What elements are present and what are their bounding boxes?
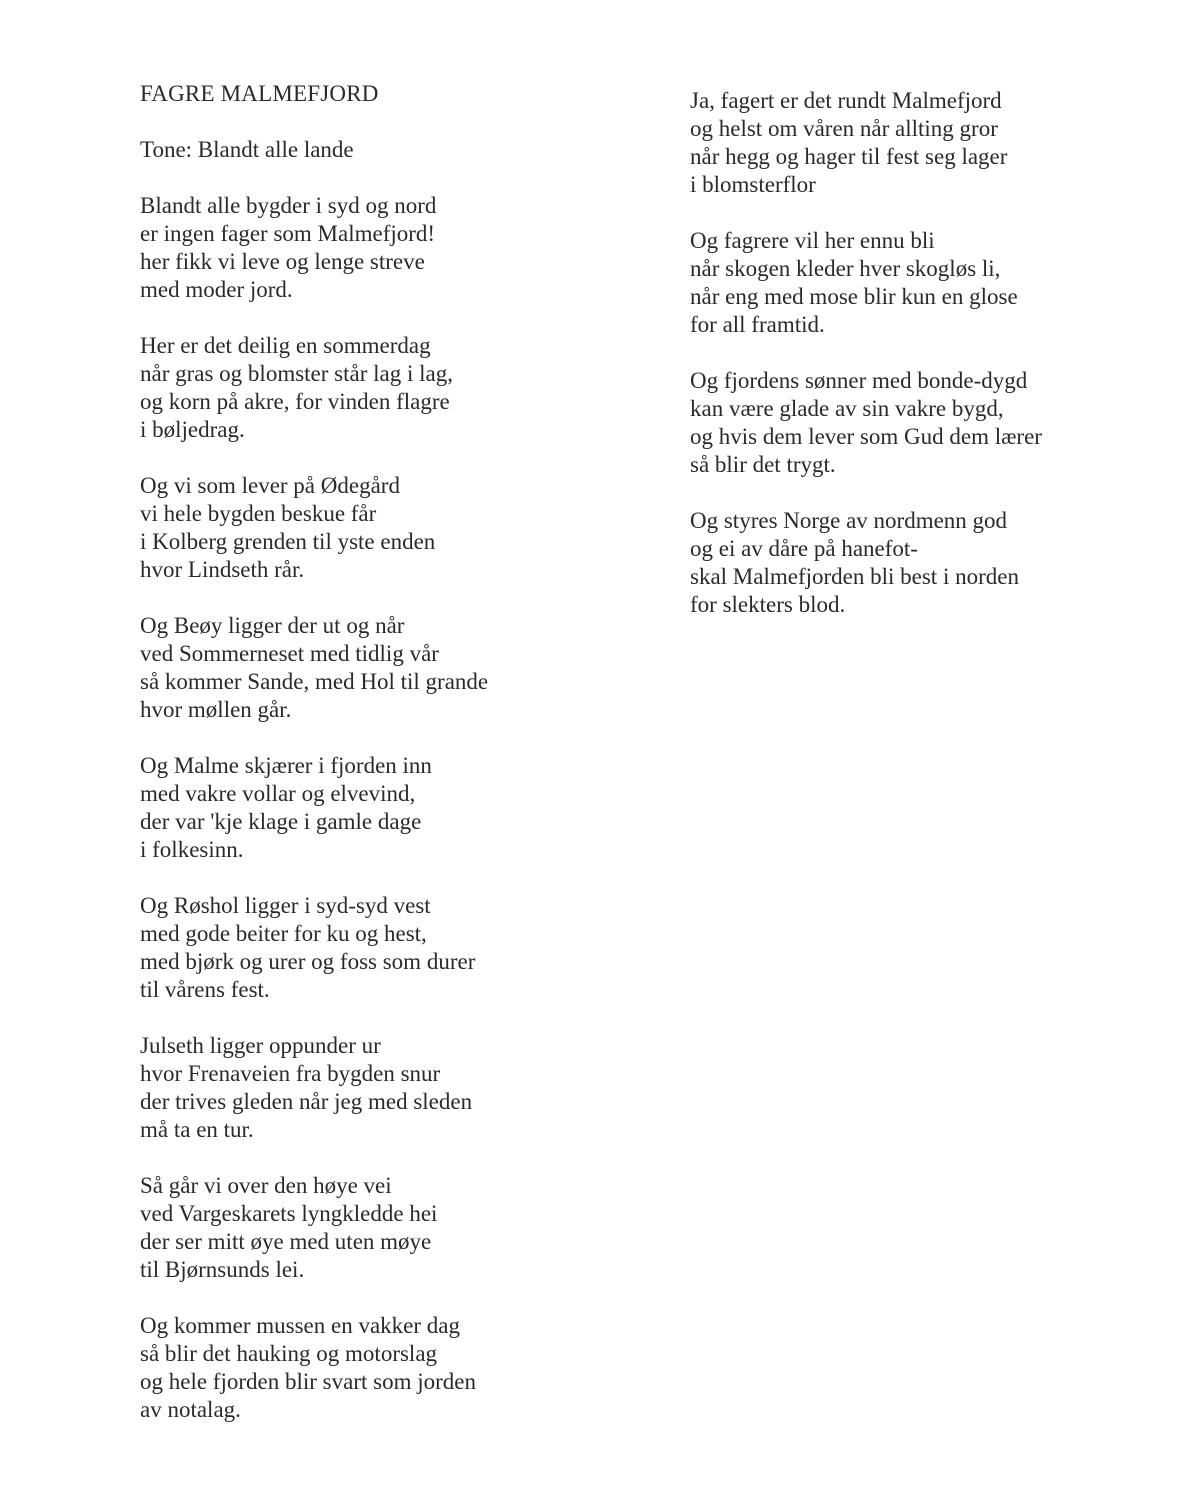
stanza — [690, 227, 1170, 339]
left-stanzas — [140, 192, 640, 1424]
verse-line: Og Malme skjærer i fjorden inn — [140, 753, 432, 778]
verse-line: er ingen fager som Malmefjord! — [140, 221, 436, 246]
verse-line: med vakre vollar og elvevind, — [140, 781, 416, 806]
stanza — [140, 892, 640, 1004]
verse-line: ved Sommerneset med tidlig vår — [140, 641, 439, 666]
verse-line: så kommer Sande, med Hol til grande — [140, 669, 489, 694]
verse-line: Her er det deilig en sommerdag — [140, 333, 431, 358]
verse-line: av notalag. — [140, 1397, 241, 1422]
verse-line: når gras og blomster står lag i lag, — [140, 361, 453, 386]
left-column — [140, 80, 640, 1452]
verse-line: her fikk vi leve og lenge streve — [140, 249, 425, 274]
verse-line: Og styres Norge av nordmenn god — [690, 508, 1008, 533]
verse-line: kan være glade av sin vakre bygd, — [690, 396, 1004, 421]
verse-line: der var 'kje klage i gamle dage — [140, 809, 422, 834]
verse-line: og ei av dåre på hanefot- — [690, 536, 918, 561]
verse-line: Så går vi over den høye vei — [140, 1173, 392, 1198]
verse-line: Og Røshol ligger i syd-syd vest — [140, 893, 431, 918]
stanza — [140, 192, 640, 304]
tone-line: Tone: Blandt alle lande — [140, 137, 354, 162]
verse-line: Og fagrere vil her ennu bli — [690, 228, 935, 253]
verse-line: i bøljedrag. — [140, 417, 245, 442]
verse-line: så blir det hauking og motorslag — [140, 1341, 438, 1366]
verse-line: for all framtid. — [690, 312, 825, 337]
verse-line: når eng med mose blir kun en glose — [690, 284, 1018, 309]
stanza — [140, 472, 640, 584]
verse-line: Og Beøy ligger der ut og når — [140, 613, 405, 638]
verse-line: Blandt alle bygder i syd og nord — [140, 193, 437, 218]
right-stanzas — [690, 87, 1170, 619]
verse-line: i Kolberg grenden til yste enden — [140, 529, 436, 554]
verse-line: der ser mitt øye med uten møye — [140, 1229, 432, 1254]
stanza — [140, 612, 640, 724]
verse-line: hvor møllen går. — [140, 697, 292, 722]
stanza — [690, 367, 1170, 479]
right-column — [690, 87, 1170, 647]
verse-line: når hegg og hager til fest seg lager — [690, 144, 1008, 169]
verse-line: i blomsterflor — [690, 172, 816, 197]
verse-line: og hvis dem lever som Gud dem lærer — [690, 424, 1042, 449]
poem-title: FAGRE MALMEFJORD — [140, 81, 379, 106]
verse-line: til vårens fest. — [140, 977, 270, 1002]
verse-line: Og fjordens sønner med bonde-dygd — [690, 368, 1028, 393]
stanza — [690, 507, 1170, 619]
stanza — [140, 1032, 640, 1144]
verse-line: vi hele bygden beskue får — [140, 501, 377, 526]
verse-line: Og kommer mussen en vakker dag — [140, 1313, 461, 1338]
verse-line: for slekters blod. — [690, 592, 846, 617]
verse-line: Og vi som lever på Ødegård — [140, 473, 400, 498]
verse-line: og helst om våren når allting gror — [690, 116, 998, 141]
stanza — [140, 1172, 640, 1284]
verse-line: ved Vargeskarets lyngkledde hei — [140, 1201, 438, 1226]
verse-line: i folkesinn. — [140, 837, 244, 862]
stanza — [140, 1312, 640, 1424]
verse-line: med bjørk og urer og foss som durer — [140, 949, 476, 974]
verse-line: hvor Frenaveien fra bygden snur — [140, 1061, 441, 1086]
verse-line: så blir det trygt. — [690, 452, 836, 477]
verse-line: når skogen kleder hver skogløs li, — [690, 256, 1001, 281]
verse-line: må ta en tur. — [140, 1117, 254, 1142]
stanza — [690, 87, 1170, 199]
verse-line: og korn på akre, for vinden flagre — [140, 389, 450, 414]
verse-line: hvor Lindseth rår. — [140, 557, 305, 582]
verse-line: til Bjørnsunds lei. — [140, 1257, 305, 1282]
stanza — [140, 332, 640, 444]
verse-line: med gode beiter for ku og hest, — [140, 921, 427, 946]
stanza — [140, 752, 640, 864]
verse-line: Ja, fagert er det rundt Malmefjord — [690, 88, 1002, 113]
verse-line: der trives gleden når jeg med sleden — [140, 1089, 473, 1114]
verse-line: med moder jord. — [140, 277, 293, 302]
verse-line: skal Malmefjorden bli best i norden — [690, 564, 1019, 589]
verse-line: og hele fjorden blir svart som jorden — [140, 1369, 476, 1394]
verse-line: Julseth ligger oppunder ur — [140, 1033, 381, 1058]
